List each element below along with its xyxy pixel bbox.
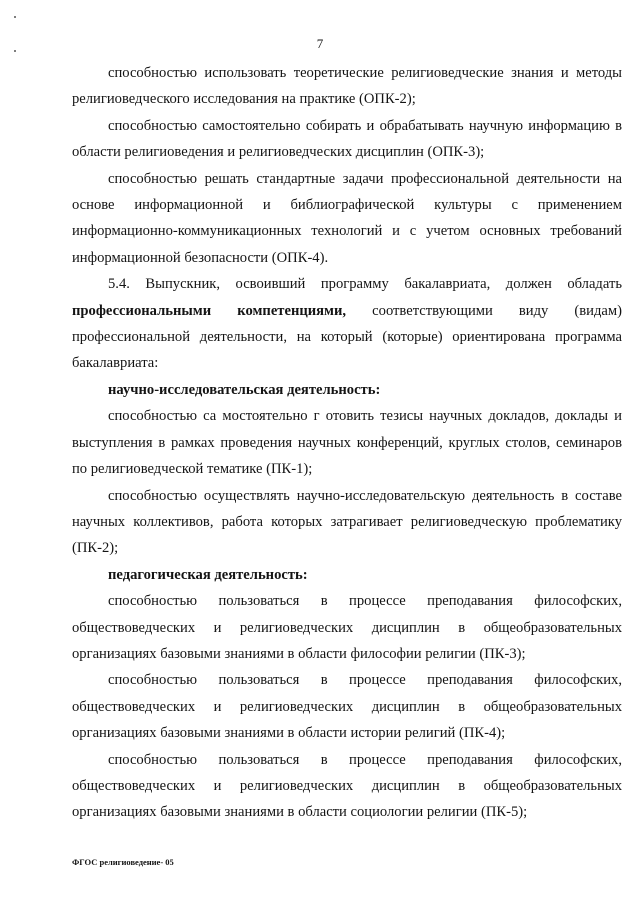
scan-speck — [14, 16, 16, 18]
footer-doc-id: ФГОС религиоведение- 05 — [72, 857, 174, 867]
section-heading-research: научно-исследовательская деятельность: — [108, 381, 381, 398]
paragraph-pk-3: способностью пользоваться в процессе преподавания философских, обществоведческих и религиоведческих дисциплин в общеобразовательных организациях базовыми знаниями в области философии религии (ПК-3); — [72, 593, 622, 662]
paragraph-opk-2: способностью использовать теоретические религиоведческие знания и методы религиоведческого исследования на практике (ОПК-2); — [72, 65, 622, 108]
paragraph-pk-1: способностью са мостоятельно г отовить тезисы научных докладов, доклады и выступления в рамках проведения научных конференций, круглых столов, семинаров по религиоведческой тематике (ПК-1); — [72, 408, 622, 478]
paragraph-pk-2: способностью осуществлять научно-исследовательскую деятельность в составе научных коллективов, работа которых затрагивает религиоведческую проблематику (ПК-2); — [72, 487, 622, 557]
paragraph-5-4-rest: соответствующими виду (видам) профессиональной деятельности, на который (которые) ориентирована программа бакалавриата: — [72, 302, 622, 372]
paragraph-pk-4: способностью пользоваться в процессе преподавания философских, обществоведческих и религиоведческих дисциплин в общеобразовательных организациях базовыми знаниями в области истории религий (ПК-4); — [72, 672, 622, 742]
paragraph-5-4-bold: профессиональными компетенциями, — [72, 302, 347, 319]
page-number: 7 — [316, 36, 324, 51]
paragraph-5-4 — [72, 271, 622, 377]
paragraph-opk-3: способностью самостоятельно собирать и обрабатывать научную информацию в области религиоведения и религиоведческих дисциплин (ОПК-3); — [72, 117, 622, 161]
document-body — [72, 60, 622, 826]
paragraph-opk-4: способностью решать стандартные задачи профессиональной деятельности на основе информационной и библиографической культуры с применением информационно-коммуникационных технологий и с учетом основных требований информационной безопасности (ОПК-4). — [72, 170, 622, 266]
paragraph-5-4-intro: 5.4. Выпускник, освоивший программу бакалавриата, должен обладать — [108, 276, 622, 293]
section-heading-teaching: педагогическая деятельность: — [108, 566, 308, 583]
paragraph-pk-5: способностью пользоваться в процессе преподавания философских, обществоведческих и религиоведческих дисциплин в общеобразовательных организациях базовыми знаниями в области социологии религии (ПК-5); — [72, 751, 622, 821]
